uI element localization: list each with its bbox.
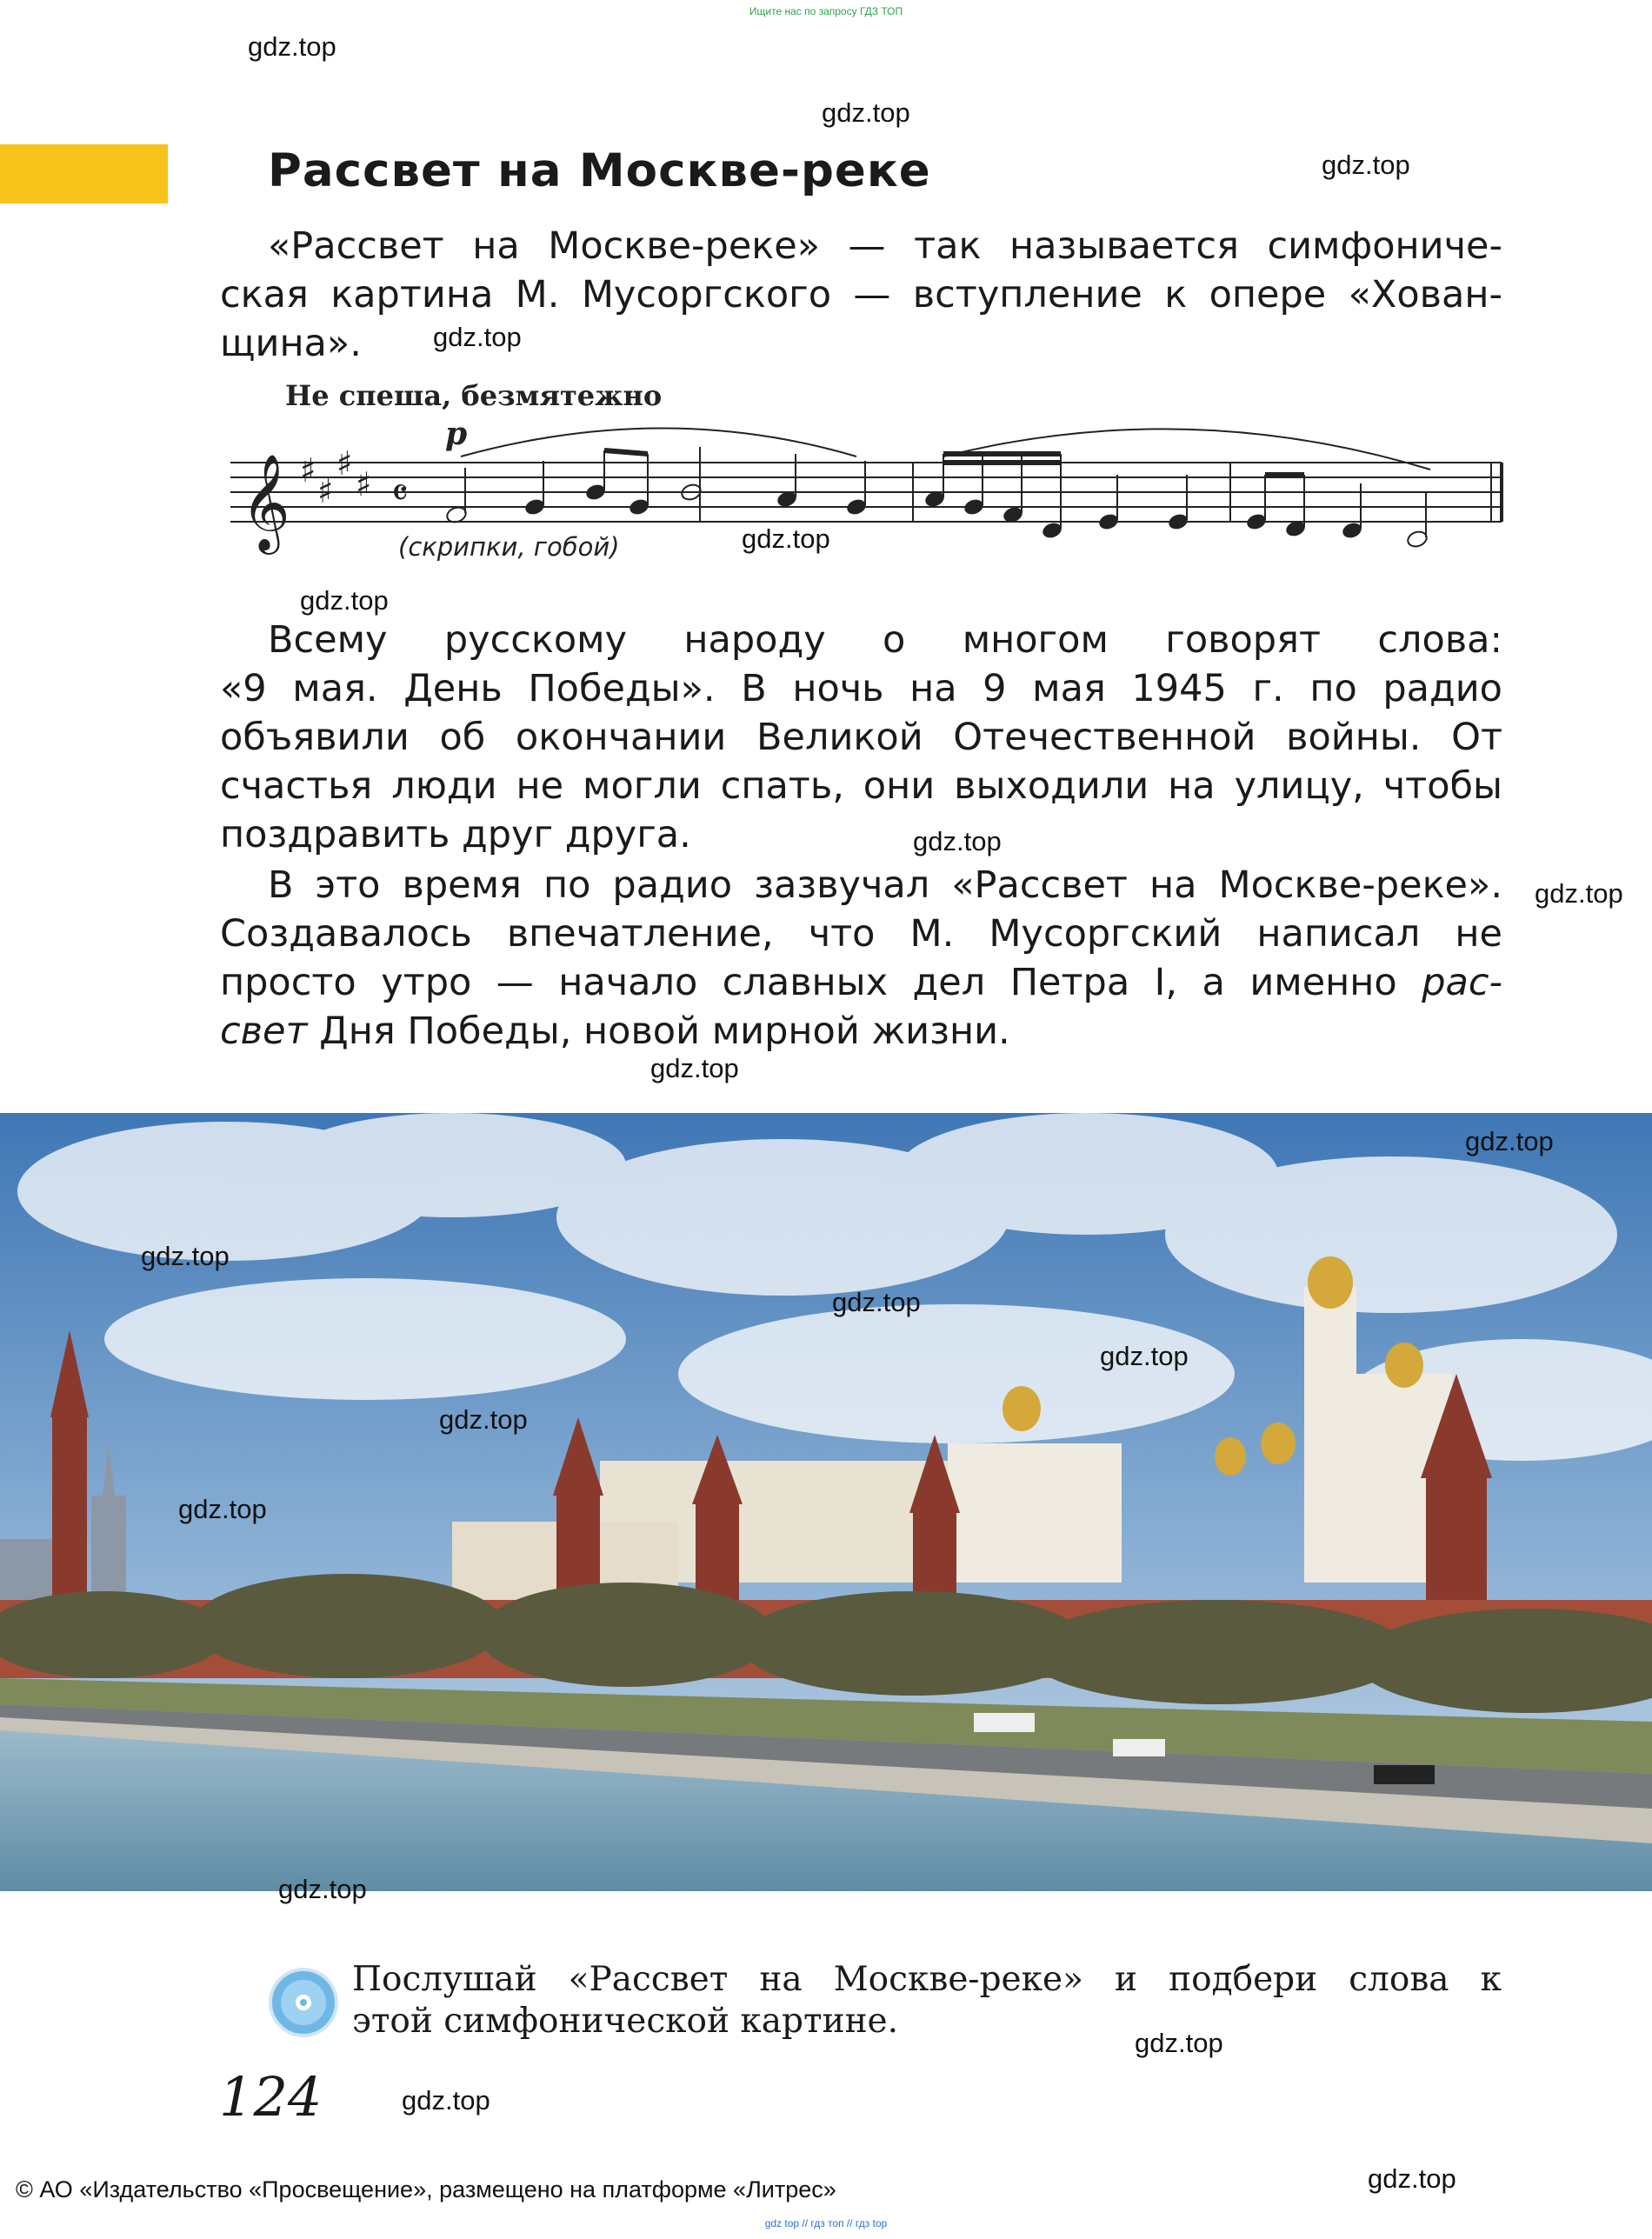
paragraph-victory [220, 616, 1502, 859]
intro-line: ская картина М. Мусоргского — вступление к опере «Хован- [220, 273, 1502, 317]
svg-text:♯: ♯ [336, 444, 353, 483]
paragraph-line: В это время по радио зазвучал «Рассвет на Москве-реке». [268, 863, 1502, 907]
paragraph-italic-text: свет [220, 1010, 308, 1053]
paragraph-text: Дня Победы, новой мирной жизни. [307, 1010, 1010, 1053]
paragraph-radio [220, 861, 1502, 1056]
paragraph-italic-text: рас- [1422, 961, 1502, 1004]
watermark: gdz.top [822, 97, 910, 128]
time-signature-icon: 𝄴 [391, 471, 409, 516]
paragraph-line: счастья люди не могли спать, они выходили на улицу, чтобы [220, 764, 1502, 808]
watermark: gdz.top [300, 585, 389, 616]
intro-line: щина». [220, 322, 362, 365]
paragraph-line [220, 1007, 1502, 1056]
bottom-banner-note: gdz top // гдз топ // гдз top [764, 2217, 888, 2229]
watermark: gdz.top [913, 826, 1002, 856]
svg-text:♯: ♯ [317, 472, 334, 510]
watermark: gdz.top [402, 2085, 490, 2116]
watermark: gdz.top [1135, 2028, 1223, 2058]
key-signature-icon [300, 444, 371, 510]
task-line: этой симфонической картине. [352, 2002, 899, 2041]
top-banner-note: Ищите нас по запросу ГДЗ ТОП [749, 5, 903, 17]
copyright-notice: © АО «Издательство «Просвещение», размещено на платформе «Литрес» [16, 2176, 836, 2202]
watermark: gdz.top [1368, 2163, 1456, 2194]
watermark: gdz.top [278, 1874, 367, 1904]
task-text [352, 1959, 1502, 2042]
paragraph-line: объявили об окончании Великой Отечественной войны. От [220, 716, 1502, 759]
paragraph-line: поздравить друг друга. [220, 813, 691, 856]
intro-paragraph [220, 222, 1502, 368]
svg-text:♯: ♯ [356, 465, 372, 503]
instruments-label: (скрипки, гобой) [398, 532, 620, 562]
watermark: gdz.top [1100, 1341, 1189, 1371]
page-number: 124 [219, 2065, 323, 2129]
treble-clef-icon: 𝄞 [241, 453, 290, 550]
watermark: gdz.top [650, 1053, 739, 1083]
task-line: Послушай «Рассвет на Москве-реке» и подбери слова к [352, 1960, 1502, 1999]
paragraph-line [220, 958, 1502, 1007]
watermark: gdz.top [1322, 150, 1410, 180]
watermark: gdz.top [433, 322, 522, 352]
paragraph-line: «9 мая. День Победы». В ночь на 9 мая 1945 г. по радио [220, 667, 1502, 710]
watermark: gdz.top [141, 1241, 230, 1271]
paragraph-line: Всему русскому народу о многом говорят слова: [268, 618, 1502, 662]
intro-line: «Рассвет на Москве-реке» — так называется симфониче- [268, 224, 1502, 268]
watermark: gdz.top [439, 1404, 528, 1435]
watermark: gdz.top [178, 1494, 267, 1524]
svg-text:♯: ♯ [300, 451, 316, 490]
dynamic-marking: p [445, 416, 468, 452]
watermark: gdz.top [832, 1287, 921, 1317]
tempo-marking: Не спеша, безмятежно [285, 379, 663, 412]
watermark: gdz.top [1465, 1126, 1554, 1156]
page-title: Рассвет на Москве-реке [268, 144, 931, 197]
watermark: gdz.top [742, 523, 830, 554]
paragraph-text: просто утро — начало славных дел Петра I, а именно [220, 961, 1422, 1004]
audio-disc-icon [268, 1967, 339, 2038]
yellow-section-tab [0, 144, 168, 203]
paragraph-line: Создавалось впечатление, что М. Мусоргский написал не [220, 912, 1502, 956]
watermark: gdz.top [1535, 878, 1623, 909]
watermark: gdz.top [248, 31, 336, 62]
